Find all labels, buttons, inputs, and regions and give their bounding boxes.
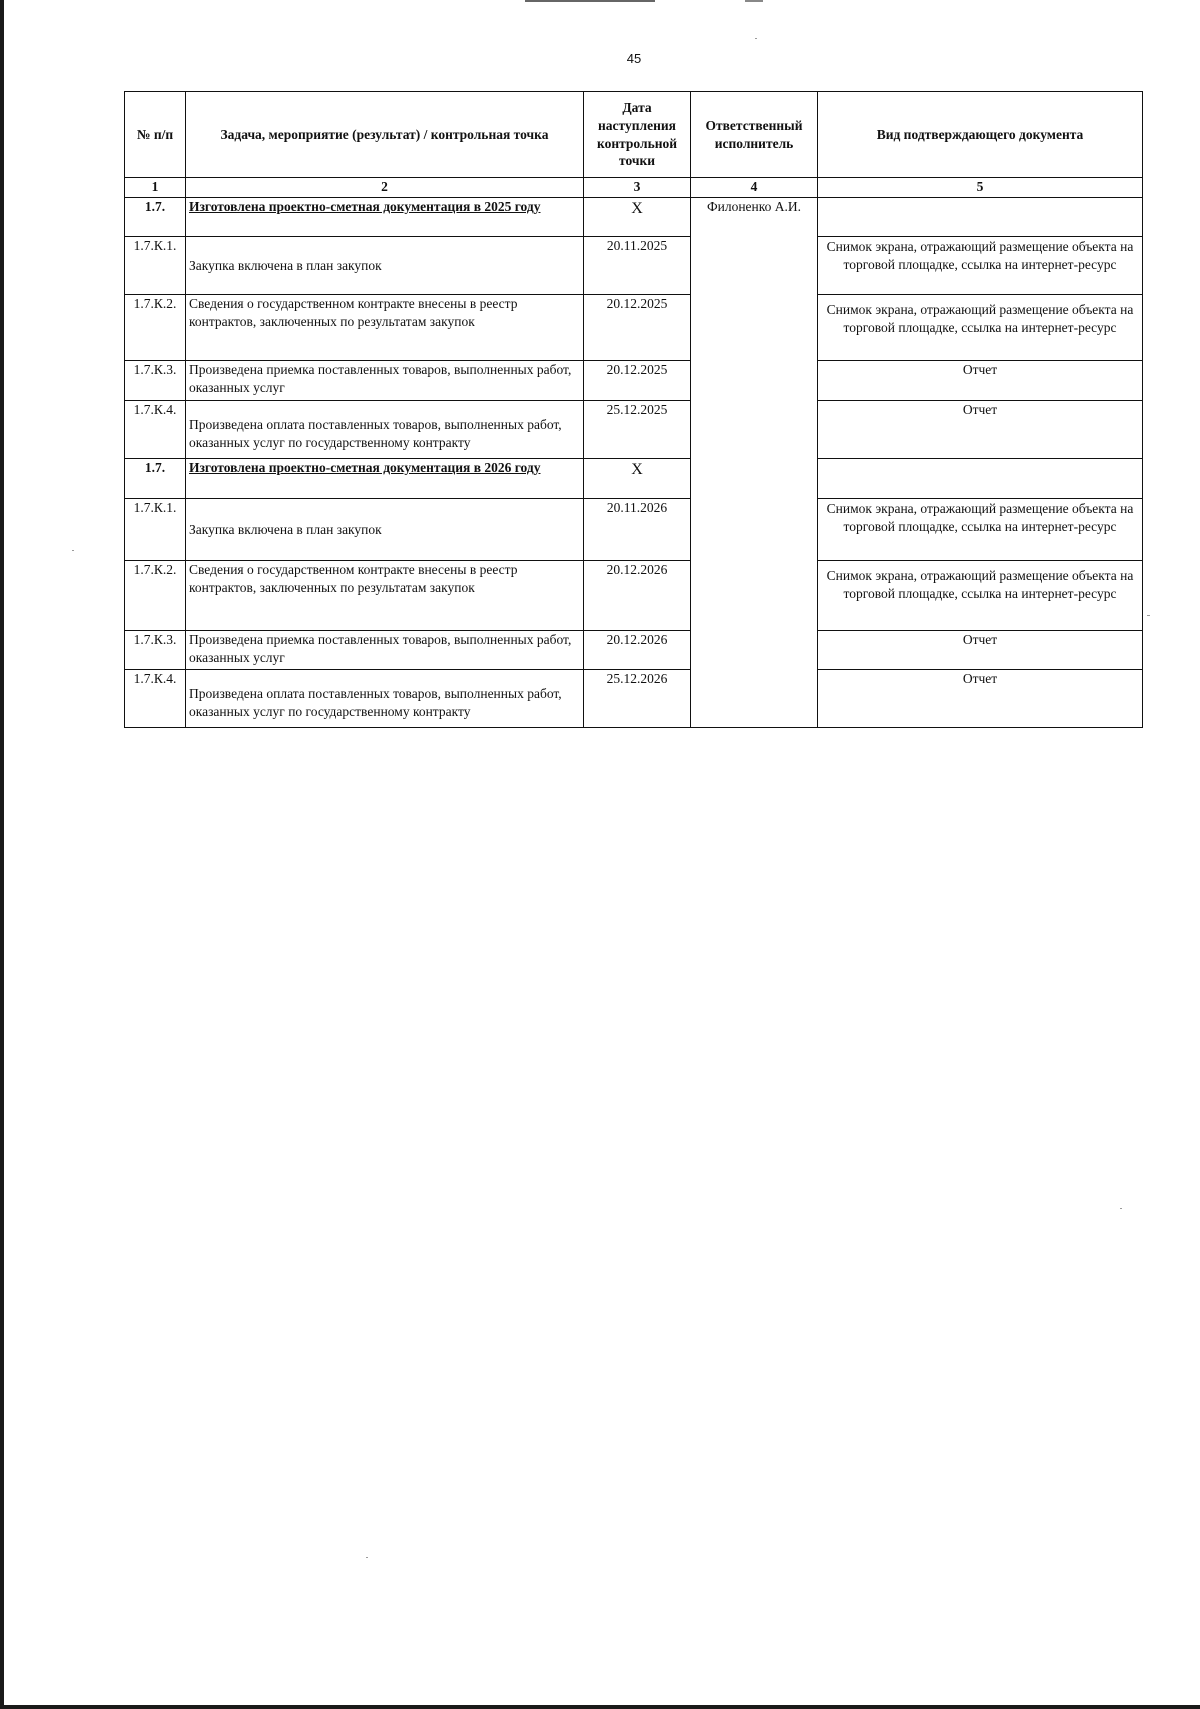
header-date: Дата наступления контрольной точки: [584, 92, 691, 178]
row-task: Произведена оплата поставленных товаров, выполненных работ, оказанных услуг по государственному контракту: [186, 670, 584, 728]
row-task-text: Изготовлена проектно-сметная документация в 2026 году: [189, 460, 541, 475]
row-document: Снимок экрана, отражающий размещение объекта на торговой площадке, ссылка на интернет-ресурс: [818, 561, 1143, 631]
column-number: 1: [125, 178, 186, 198]
row-date: Х: [584, 459, 691, 499]
scan-speck: [755, 38, 757, 39]
scan-top-mark-small: [745, 0, 763, 2]
row-document: Отчет: [818, 401, 1143, 459]
row-document: Отчет: [818, 361, 1143, 401]
table-row: [125, 670, 1143, 728]
row-date: 25.12.2025: [584, 401, 691, 459]
table-row: [125, 237, 1143, 295]
scan-bottom-edge: [0, 1705, 1200, 1709]
table-row: [125, 295, 1143, 361]
column-number: 5: [818, 178, 1143, 198]
row-code: 1.7.К.1.: [125, 237, 186, 295]
row-task-text: Изготовлена проектно-сметная документация в 2025 году: [189, 199, 541, 214]
page-number: 45: [626, 51, 642, 66]
table-row-parent-2025: [125, 198, 1143, 237]
row-date: Х: [584, 198, 691, 237]
row-code: 1.7.К.4.: [125, 401, 186, 459]
table-row: [125, 499, 1143, 561]
row-code: 1.7.К.3.: [125, 361, 186, 401]
row-code: 1.7.К.3.: [125, 631, 186, 670]
row-document: [818, 198, 1143, 237]
header-task: Задача, мероприятие (результат) / контрольная точка: [186, 92, 584, 178]
scan-speck: [1120, 1208, 1122, 1209]
row-document: [818, 459, 1143, 499]
row-code: 1.7.К.2.: [125, 295, 186, 361]
column-number: 3: [584, 178, 691, 198]
row-task: Произведена оплата поставленных товаров, выполненных работ, оказанных услуг по государственному контракту: [186, 401, 584, 459]
header-executor: Ответственный исполнитель: [691, 92, 818, 178]
row-date: 20.12.2025: [584, 295, 691, 361]
row-code: 1.7.К.1.: [125, 499, 186, 561]
table-row: [125, 401, 1143, 459]
row-task: Закупка включена в план закупок: [186, 237, 584, 295]
header-row: [125, 92, 1143, 178]
executor-cell: Филоненко А.И.: [691, 198, 818, 728]
row-code: 1.7.К.2.: [125, 561, 186, 631]
header-num: № п/п: [125, 92, 186, 178]
scan-speck: [1147, 615, 1150, 616]
table-row: [125, 561, 1143, 631]
row-date: 20.12.2025: [584, 361, 691, 401]
row-date: 20.11.2025: [584, 237, 691, 295]
column-number: 4: [691, 178, 818, 198]
row-document: Отчет: [818, 631, 1143, 670]
row-task: Сведения о государственном контракте внесены в реестр контрактов, заключенных по результатам закупок: [186, 295, 584, 361]
table-row: [125, 361, 1143, 401]
row-document: Снимок экрана, отражающий размещение объекта на торговой площадке, ссылка на интернет-ресурс: [818, 499, 1143, 561]
header-document: Вид подтверждающего документа: [818, 92, 1143, 178]
row-document: Снимок экрана, отражающий размещение объекта на торговой площадке, ссылка на интернет-ресурс: [818, 237, 1143, 295]
row-date: 20.12.2026: [584, 561, 691, 631]
row-task: Произведена приемка поставленных товаров, выполненных работ, оказанных услуг: [186, 361, 584, 401]
row-document: Снимок экрана, отражающий размещение объекта на торговой площадке, ссылка на интернет-ресурс: [818, 295, 1143, 361]
row-code: 1.7.: [125, 198, 186, 237]
column-number-row: [125, 178, 1143, 198]
row-document: Отчет: [818, 670, 1143, 728]
row-task: Сведения о государственном контракте внесены в реестр контрактов, заключенных по результатам закупок: [186, 561, 584, 631]
table-row-parent-2026: [125, 459, 1143, 499]
row-date: 25.12.2026: [584, 670, 691, 728]
table-row: [125, 631, 1143, 670]
column-number: 2: [186, 178, 584, 198]
scan-speck: [366, 1557, 368, 1558]
row-task: [186, 198, 584, 237]
row-code: 1.7.: [125, 459, 186, 499]
row-date: 20.12.2026: [584, 631, 691, 670]
scan-top-mark: [525, 0, 655, 2]
scan-speck: [72, 550, 74, 551]
row-task: [186, 459, 584, 499]
row-task: Произведена приемка поставленных товаров, выполненных работ, оказанных услуг: [186, 631, 584, 670]
row-code: 1.7.К.4.: [125, 670, 186, 728]
scan-left-edge: [0, 0, 4, 1709]
control-points-table: [124, 91, 1143, 728]
row-date: 20.11.2026: [584, 499, 691, 561]
row-task: Закупка включена в план закупок: [186, 499, 584, 561]
